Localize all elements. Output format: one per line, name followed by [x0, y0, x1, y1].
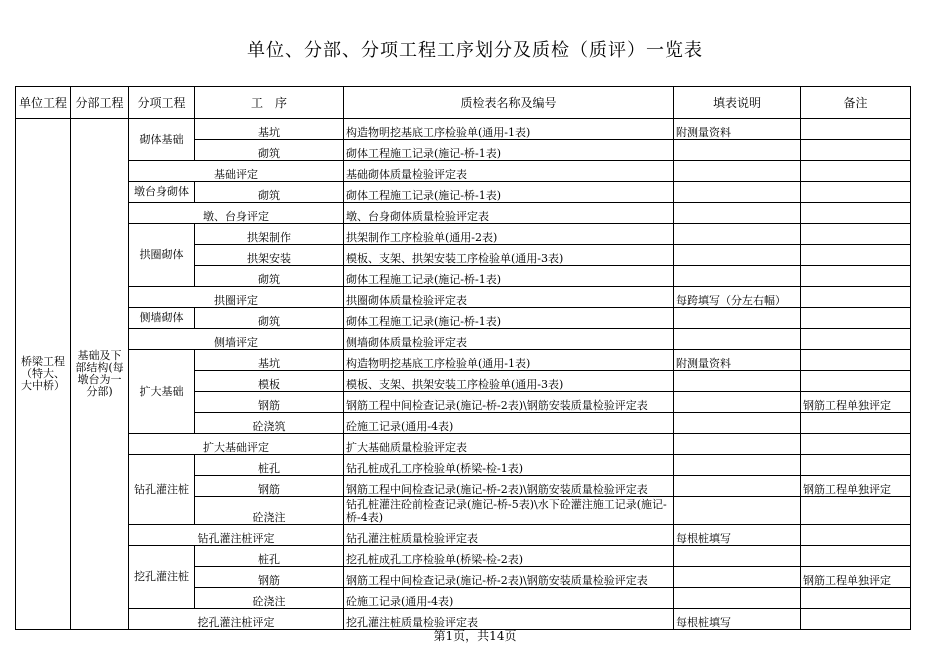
note-cell	[674, 224, 801, 245]
table-row	[16, 203, 911, 224]
table-row	[16, 455, 911, 476]
remark-cell	[801, 434, 911, 455]
table-row	[16, 546, 911, 567]
table-row	[16, 224, 911, 245]
group-cell: 砌体基础	[129, 119, 195, 161]
remark-cell	[801, 245, 911, 266]
group-cell: 拱圈砌体	[129, 224, 195, 287]
note-cell	[674, 392, 801, 413]
remark-cell	[801, 182, 911, 203]
form-cell: 模板、支架、拱架安装工序检验单(通用-3表)	[344, 245, 674, 266]
form-cell: 砌体工程施工记录(施记-桥-1表)	[344, 308, 674, 329]
evaluation-cell: 扩大基础评定	[129, 434, 344, 455]
note-cell	[674, 567, 801, 588]
form-cell: 钻孔桩成孔工序检验单(桥梁-检-1表)	[344, 455, 674, 476]
table-row	[16, 434, 911, 455]
remark-cell	[801, 266, 911, 287]
process-cell: 砼浇注	[195, 497, 344, 525]
evaluation-cell: 拱圈评定	[129, 287, 344, 308]
header-form: 质检表名称及编号	[344, 87, 674, 119]
note-cell: 附测量资料	[674, 119, 801, 140]
page-number: 第1页，共14页	[433, 629, 517, 643]
process-cell: 基坑	[195, 350, 344, 371]
remark-cell	[801, 350, 911, 371]
remark-cell: 钢筋工程单独评定	[801, 567, 911, 588]
remark-cell: 钢筋工程单独评定	[801, 392, 911, 413]
remark-cell	[801, 455, 911, 476]
remark-cell	[801, 119, 911, 140]
form-cell: 钢筋工程中间检查记录(施记-桥-2表)\钢筋安装质量检验评定表	[344, 567, 674, 588]
group-cell: 挖孔灌注桩	[129, 546, 195, 609]
form-cell: 砌体工程施工记录(施记-桥-1表)	[344, 266, 674, 287]
remark-cell	[801, 140, 911, 161]
header-remark: 备注	[801, 87, 911, 119]
process-cell: 砌筑	[195, 140, 344, 161]
form-cell: 砼施工记录(通用-4表)	[344, 588, 674, 609]
evaluation-cell: 侧墙评定	[129, 329, 344, 350]
process-cell: 拱架制作	[195, 224, 344, 245]
form-cell: 扩大基础质量检验评定表	[344, 434, 674, 455]
note-cell	[674, 329, 801, 350]
remark-cell	[801, 413, 911, 434]
form-cell: 拱圈砌体质量检验评定表	[344, 287, 674, 308]
group-cell: 扩大基础	[129, 350, 195, 434]
header-division: 分部工程	[71, 87, 129, 119]
process-cell: 钢筋	[195, 392, 344, 413]
process-cell: 砼浇注	[195, 588, 344, 609]
form-cell: 钻孔灌注桩质量检验评定表	[344, 525, 674, 546]
group-cell: 墩台身砌体	[129, 182, 195, 203]
page-title: 单位、分部、分项工程工序划分及质检（质评）一览表	[247, 40, 703, 61]
form-cell: 砌体工程施工记录(施记-桥-1表)	[344, 140, 674, 161]
remark-cell	[801, 371, 911, 392]
note-cell	[674, 161, 801, 182]
process-cell: 基坑	[195, 119, 344, 140]
header-process: 工 序	[195, 87, 344, 119]
note-cell	[674, 371, 801, 392]
note-cell	[674, 497, 801, 525]
division-cell: 基础及下部结构(每墩台为一分部)	[71, 119, 129, 630]
unit-project-cell: 桥梁工程（特大、大中桥）	[16, 119, 71, 630]
note-cell	[674, 413, 801, 434]
remark-cell	[801, 203, 911, 224]
form-cell: 模板、支架、拱架安装工序检验单(通用-3表)	[344, 371, 674, 392]
form-cell: 构造物明挖基底工序检验单(通用-1表)	[344, 350, 674, 371]
remark-cell	[801, 525, 911, 546]
form-cell: 挖孔灌注桩质量检验评定表	[344, 609, 674, 630]
note-cell	[674, 140, 801, 161]
form-cell: 构造物明挖基底工序检验单(通用-1表)	[344, 119, 674, 140]
process-cell: 钢筋	[195, 567, 344, 588]
form-cell: 侧墙砌体质量检验评定表	[344, 329, 674, 350]
header-note: 填表说明	[674, 87, 801, 119]
process-cell: 砌筑	[195, 266, 344, 287]
group-cell: 侧墙砌体	[129, 308, 195, 329]
remark-cell	[801, 224, 911, 245]
note-cell	[674, 182, 801, 203]
remark-cell	[801, 546, 911, 567]
table-row	[16, 350, 911, 371]
note-cell	[674, 434, 801, 455]
note-cell: 附测量资料	[674, 350, 801, 371]
header-unit: 单位工程	[16, 87, 71, 119]
form-cell: 钻孔桩灌注砼前检查记录(施记-桥-5表)\水下砼灌注施工记录(施记-桥-4表)	[344, 497, 674, 525]
header-subitem: 分项工程	[129, 87, 195, 119]
group-cell: 钻孔灌注桩	[129, 455, 195, 525]
table-row	[16, 161, 911, 182]
form-cell: 挖孔桩成孔工序检验单(桥梁-检-2表)	[344, 546, 674, 567]
note-cell: 每根桩填写	[674, 609, 801, 630]
remark-cell	[801, 588, 911, 609]
remark-cell: 钢筋工程单独评定	[801, 476, 911, 497]
remark-cell	[801, 308, 911, 329]
table-row	[16, 119, 911, 140]
remark-cell	[801, 497, 911, 525]
note-cell	[674, 203, 801, 224]
header-row	[16, 87, 911, 119]
form-cell: 钢筋工程中间检查记录(施记-桥-2表)\钢筋安装质量检验评定表	[344, 476, 674, 497]
note-cell	[674, 588, 801, 609]
note-cell: 每跨填写（分左右幅）	[674, 287, 801, 308]
table-row	[16, 525, 911, 546]
remark-cell	[801, 329, 911, 350]
note-cell	[674, 245, 801, 266]
process-cell: 桩孔	[195, 546, 344, 567]
table-row	[16, 329, 911, 350]
form-cell: 砼施工记录(通用-4表)	[344, 413, 674, 434]
note-cell	[674, 455, 801, 476]
process-cell: 砌筑	[195, 182, 344, 203]
process-cell: 模板	[195, 371, 344, 392]
note-cell	[674, 546, 801, 567]
process-cell: 钢筋	[195, 476, 344, 497]
form-cell: 钢筋工程中间检查记录(施记-桥-2表)\钢筋安装质量检验评定表	[344, 392, 674, 413]
evaluation-cell: 挖孔灌注桩评定	[129, 609, 344, 630]
remark-cell	[801, 161, 911, 182]
remark-cell	[801, 287, 911, 308]
process-cell: 拱架安装	[195, 245, 344, 266]
table-row	[16, 182, 911, 203]
process-cell: 桩孔	[195, 455, 344, 476]
form-cell: 砌体工程施工记录(施记-桥-1表)	[344, 182, 674, 203]
note-cell	[674, 476, 801, 497]
form-cell: 拱架制作工序检验单(通用-2表)	[344, 224, 674, 245]
form-cell: 墩、台身砌体质量检验评定表	[344, 203, 674, 224]
inspection-table	[15, 86, 911, 630]
note-cell	[674, 308, 801, 329]
table-row	[16, 287, 911, 308]
note-cell: 每根桩填写	[674, 525, 801, 546]
process-cell: 砌筑	[195, 308, 344, 329]
evaluation-cell: 基础评定	[129, 161, 344, 182]
table-row	[16, 308, 911, 329]
form-cell: 基础砌体质量检验评定表	[344, 161, 674, 182]
evaluation-cell: 钻孔灌注桩评定	[129, 525, 344, 546]
note-cell	[674, 266, 801, 287]
evaluation-cell: 墩、台身评定	[129, 203, 344, 224]
process-cell: 砼浇筑	[195, 413, 344, 434]
